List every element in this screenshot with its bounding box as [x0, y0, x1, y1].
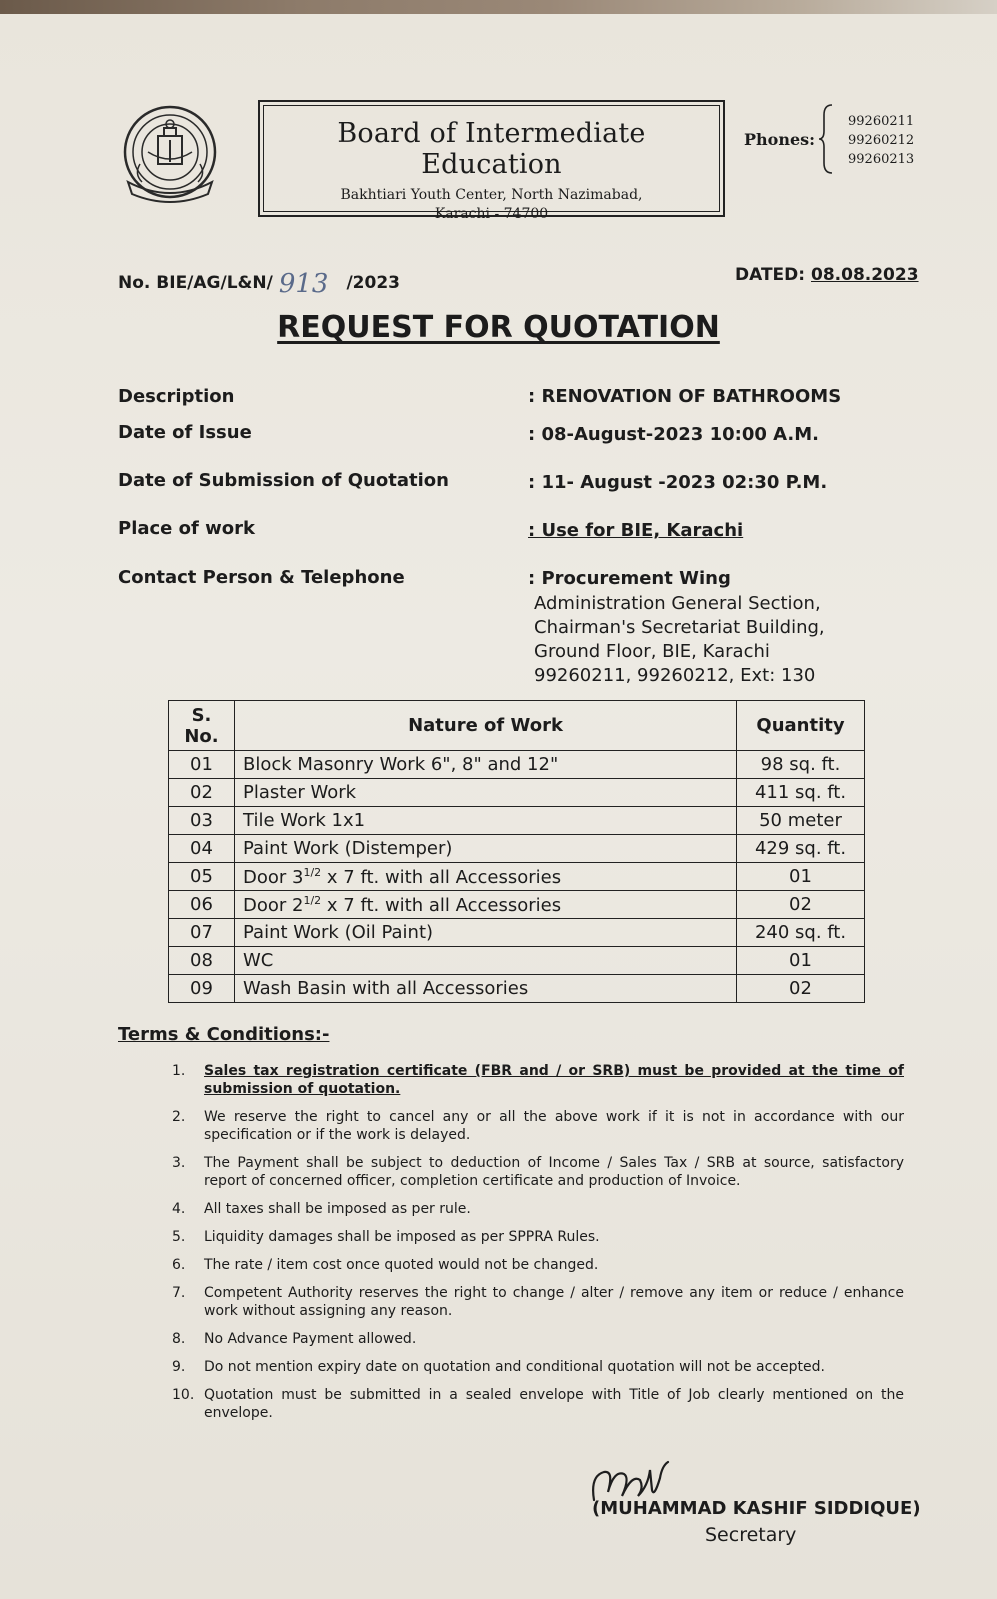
table-row	[169, 807, 865, 835]
detail-value-description: : RENOVATION OF BATHROOMS	[528, 386, 842, 407]
row-sno: 06	[169, 891, 235, 919]
phones-list	[848, 112, 914, 169]
detail-value-contact: : Procurement Wing	[528, 568, 731, 589]
address-line-1: Bakhtiari Youth Center, North Nazimabad,	[340, 187, 643, 203]
table-row	[169, 947, 865, 975]
phone-number: 99260212	[848, 133, 915, 148]
table-row	[169, 975, 865, 1003]
terms-list	[172, 1062, 904, 1432]
row-qty: 50 meter	[737, 807, 865, 835]
contact-line: 99260211, 99260212, Ext: 130	[534, 665, 816, 686]
row-sno: 04	[169, 835, 235, 863]
row-sno: 08	[169, 947, 235, 975]
signer-title: Secretary	[705, 1524, 797, 1546]
term-item: 5. Liquidity damages shall be imposed as per SPPRA Rules.	[172, 1229, 600, 1245]
detail-label-place-of-work: Place of work	[118, 518, 255, 539]
row-sno: 02	[169, 779, 235, 807]
handwritten-number: 913	[278, 269, 329, 299]
row-sno: 09	[169, 975, 235, 1003]
reference-suffix: /2023	[346, 273, 400, 293]
table-row	[169, 891, 865, 919]
row-qty: 02	[737, 975, 865, 1003]
works-table	[168, 700, 865, 1003]
row-qty: 01	[737, 863, 865, 891]
row-qty: 02	[737, 891, 865, 919]
dated-label: DATED:	[735, 265, 806, 285]
phones-label: Phones:	[744, 130, 816, 149]
row-work: Paint Work (Distemper)	[235, 835, 737, 863]
term-item: 10. Quotation must be submitted in a sealed envelope with Title of Job clearly mentioned on the envelope.	[172, 1387, 904, 1421]
table-row	[169, 919, 865, 947]
row-sno: 05	[169, 863, 235, 891]
term-item: 3. The Payment shall be subject to deduction of Income / Sales Tax / SRB at source, satisfactory report of concerned officer, completion certificate and production of Invoice.	[172, 1155, 904, 1189]
reference-prefix: No. BIE/AG/L&N/	[118, 273, 273, 293]
detail-label-submission-date: Date of Submission of Quotation	[118, 470, 449, 491]
contact-line: Chairman's Secretariat Building,	[534, 617, 825, 638]
document-title: REQUEST FOR QUOTATION	[277, 310, 720, 345]
row-work: Door $2^{1/2}$ x 7 ft. with all Accessories	[235, 891, 737, 919]
contact-line: Administration General Section,	[534, 593, 821, 614]
row-qty: 98 sq. ft.	[737, 751, 865, 779]
detail-value-date-of-issue: : 08-August-2023 10:00 A.M.	[528, 424, 819, 445]
brace-icon	[818, 103, 834, 175]
board-logo	[120, 104, 220, 208]
row-work: Plaster Work	[235, 779, 737, 807]
detail-value-submission-date: : 11- August -2023 02:30 P.M.	[528, 472, 828, 493]
header-quantity: Quantity	[737, 701, 865, 751]
dated-value: 08.08.2023	[811, 265, 919, 285]
table-row	[169, 751, 865, 779]
table-row	[169, 779, 865, 807]
phone-number: 99260213	[848, 152, 915, 167]
row-work: Door $3^{1/2}$ x 7 ft. with all Accessories	[235, 863, 737, 891]
row-qty: 411 sq. ft.	[737, 779, 865, 807]
row-work: Wash Basin with all Accessories	[235, 975, 737, 1003]
contact-address	[534, 592, 825, 688]
letterhead-box	[258, 100, 725, 222]
dated	[735, 265, 919, 285]
organization-name: Board of Intermediate Education	[337, 118, 646, 180]
term-item: 6. The rate / item cost once quoted would not be changed.	[172, 1257, 599, 1273]
top-edge-shadow	[0, 0, 997, 14]
term-item: 1. Sales tax registration certificate (FBR and / or SRB) must be provided at the time of submission of quotation.	[172, 1063, 904, 1097]
row-qty: 429 sq. ft.	[737, 835, 865, 863]
contact-line: Ground Floor, BIE, Karachi	[534, 641, 770, 662]
row-qty: 01	[737, 947, 865, 975]
detail-label-description: Description	[118, 386, 235, 407]
table-header-row	[169, 701, 865, 751]
term-item: 9. Do not mention expiry date on quotation and conditional quotation will not be accepted.	[172, 1359, 825, 1375]
row-work: Paint Work (Oil Paint)	[235, 919, 737, 947]
term-item: 2. We reserve the right to cancel any or all the above work if it is not in accordance with our specification or if the work is delayed.	[172, 1109, 904, 1143]
phone-number: 99260211	[848, 114, 915, 129]
row-sno: 01	[169, 751, 235, 779]
address-line-2: Karachi - 74700	[434, 206, 549, 222]
terms-heading: Terms & Conditions:-	[118, 1024, 330, 1045]
reference-number	[118, 265, 400, 299]
detail-label-date-of-issue: Date of Issue	[118, 422, 252, 443]
header-nature-of-work: Nature of Work	[235, 701, 737, 751]
row-sno: 03	[169, 807, 235, 835]
row-sno: 07	[169, 919, 235, 947]
row-work: Block Masonry Work 6", 8" and 12"	[235, 751, 737, 779]
detail-label-contact: Contact Person & Telephone	[118, 567, 405, 588]
detail-value-place-of-work: : Use for BIE, Karachi	[528, 520, 744, 541]
header-sno: S. No.	[169, 701, 235, 751]
signer-name: (MUHAMMAD KASHIF SIDDIQUE)	[592, 1498, 921, 1519]
row-qty: 240 sq. ft.	[737, 919, 865, 947]
row-work: WC	[235, 947, 737, 975]
row-work: Tile Work 1x1	[235, 807, 737, 835]
table-row	[169, 835, 865, 863]
term-item: 7. Competent Authority reserves the right to change / alter / remove any item or reduce / enhance work without assigning any reason.	[172, 1285, 904, 1319]
table-row	[169, 863, 865, 891]
term-item: 4. All taxes shall be imposed as per rule.	[172, 1201, 471, 1217]
term-item: 8. No Advance Payment allowed.	[172, 1331, 417, 1347]
